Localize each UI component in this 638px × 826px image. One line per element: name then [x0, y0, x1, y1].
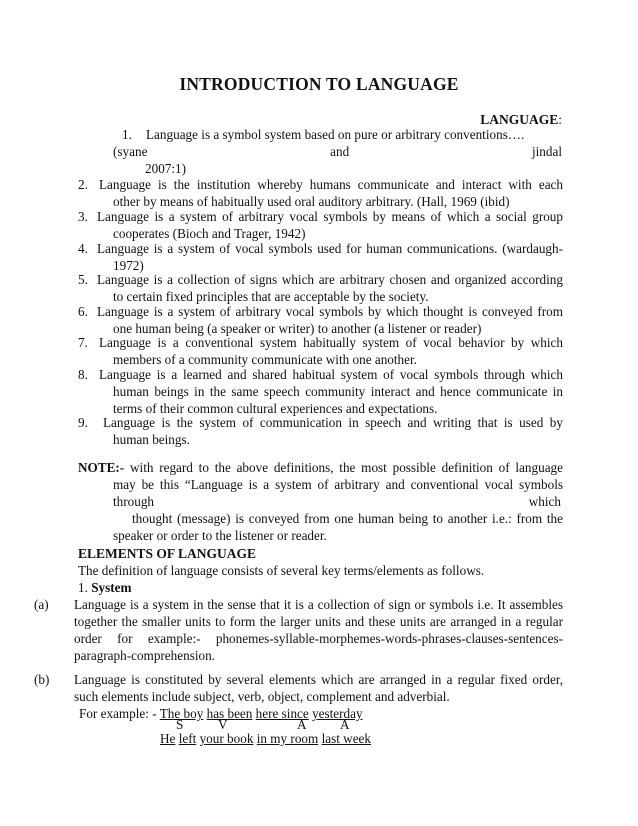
definition-line: members of a community communicate with one another. — [113, 352, 417, 367]
note-line: thought (message) is conveyed from one human being to another i.e.: from the — [132, 511, 563, 526]
definition-line: to certain fixed principles that are acceptable by the society. — [113, 289, 429, 304]
example-phrase: last week — [321, 731, 371, 746]
item-title: System — [91, 580, 132, 595]
definition-number: 1. — [122, 127, 132, 142]
page-title: INTRODUCTION TO LANGUAGE — [179, 74, 459, 94]
tag-subject: S — [176, 717, 184, 732]
example-phrase: your book — [199, 731, 254, 746]
note-line: speaker or order to the listener or reader. — [113, 528, 327, 543]
definition-line: 1972) — [113, 258, 144, 273]
example-phrase: He — [160, 731, 176, 746]
definition-line: human beings. — [113, 432, 190, 447]
definition-number: 6. — [78, 304, 88, 319]
tag-verb: V — [218, 717, 228, 732]
example-phrase-adverbial: here since — [255, 706, 309, 721]
definition-line: other by means of habitually used oral auditory arbitrary. (Hall, 1969 (ibid) — [113, 194, 510, 209]
definition-number: 3. — [78, 209, 88, 224]
definition-number: 9. — [78, 415, 88, 430]
definition-line: Language is a system of arbitrary vocal symbols by means of which a social group — [97, 209, 563, 224]
elements-heading: ELEMENTS OF LANGUAGE — [78, 546, 257, 561]
para-a-label: (a) — [34, 597, 49, 612]
example-phrase-verb: has been — [206, 706, 253, 721]
para-a-line: order for example:- phonemes-syllable-morphemes-words-phrases-clauses-sentences- — [74, 631, 563, 646]
note-line: through which — [113, 494, 561, 509]
definition-line: Language is a symbol system based on pure or arbitrary conventions…. — [146, 127, 525, 142]
note-line: with regard to the above definitions, the most possible definition of language — [130, 460, 563, 475]
elements-intro: The definition of language consists of several key terms/elements as follows. — [78, 563, 485, 578]
definition-line: Language is a collection of signs which are arbitrary chosen and organized according — [97, 272, 563, 287]
example-phrase-subject: The boy — [159, 706, 204, 721]
definition-number: 2. — [78, 177, 88, 192]
example-line-2 — [160, 730, 371, 747]
item-number: 1. — [78, 580, 88, 595]
definition-line: cooperates (Bioch and Trager, 1942) — [113, 226, 306, 241]
definition-number: 5. — [78, 272, 88, 287]
tag-adverbial: A — [297, 717, 307, 732]
example-phrase-adverbial: yesterday — [312, 706, 363, 721]
definition-number: 7. — [78, 335, 88, 350]
definition-number: 8. — [78, 367, 88, 382]
definition-line: Language is a system of vocal symbols used for human communications. (wardaugh- — [97, 241, 563, 256]
definition-line: human beings in the same speech community interact and hence communicate in — [113, 384, 563, 399]
definition-line: Language is the system of communication in speech and writing that is used by — [103, 415, 563, 430]
definition-line: terms of their common cultural experiences and expectations. — [113, 401, 438, 416]
definition-line: Language is a system of arbitrary vocal symbols by which thought is conveyed from — [97, 304, 563, 319]
definition-line: Language is a learned and shared habitual system of vocal symbols through which — [99, 367, 563, 382]
example-phrase: left — [178, 731, 197, 746]
para-b-line: Language is constituted by several elements which are arranged in a regular fixed order, — [74, 672, 563, 687]
definition-line: one human being (a speaker or writer) to another (a listener or reader) — [113, 321, 482, 336]
definition-number: 4. — [78, 241, 88, 256]
elements-item-1 — [78, 579, 131, 596]
para-b-label: (b) — [34, 672, 50, 687]
definition-line: (syane and jindal — [113, 144, 562, 159]
section-label-colon: : — [558, 112, 562, 127]
section-label-text: LANGUAGE — [480, 112, 559, 127]
para-a-line: paragraph-comprehension. — [74, 648, 215, 663]
definition-line: 2007:1) — [145, 161, 187, 176]
example-prefix: For example: - — [79, 706, 157, 721]
example-phrase: in my room — [256, 731, 319, 746]
para-a-line: together the smaller units to form the larger units and these units are arranged in a regular — [74, 614, 563, 629]
definition-line: Language is a conventional system habitually system of vocal behavior by which — [99, 335, 563, 350]
para-a-line: Language is a system in the sense that it is a collection of sign or symbols i.e. It assembles — [74, 597, 563, 612]
note-label: NOTE:- — [78, 460, 125, 475]
note-line: may be this “Language is a system of arbitrary and conventional vocal symbols — [113, 477, 563, 492]
para-b-line: such elements include subject, verb, object, complement and adverbial. — [74, 689, 450, 704]
tag-adverbial: A — [340, 717, 350, 732]
definition-line: Language is the institution whereby humans communicate and interact with each — [99, 177, 563, 192]
